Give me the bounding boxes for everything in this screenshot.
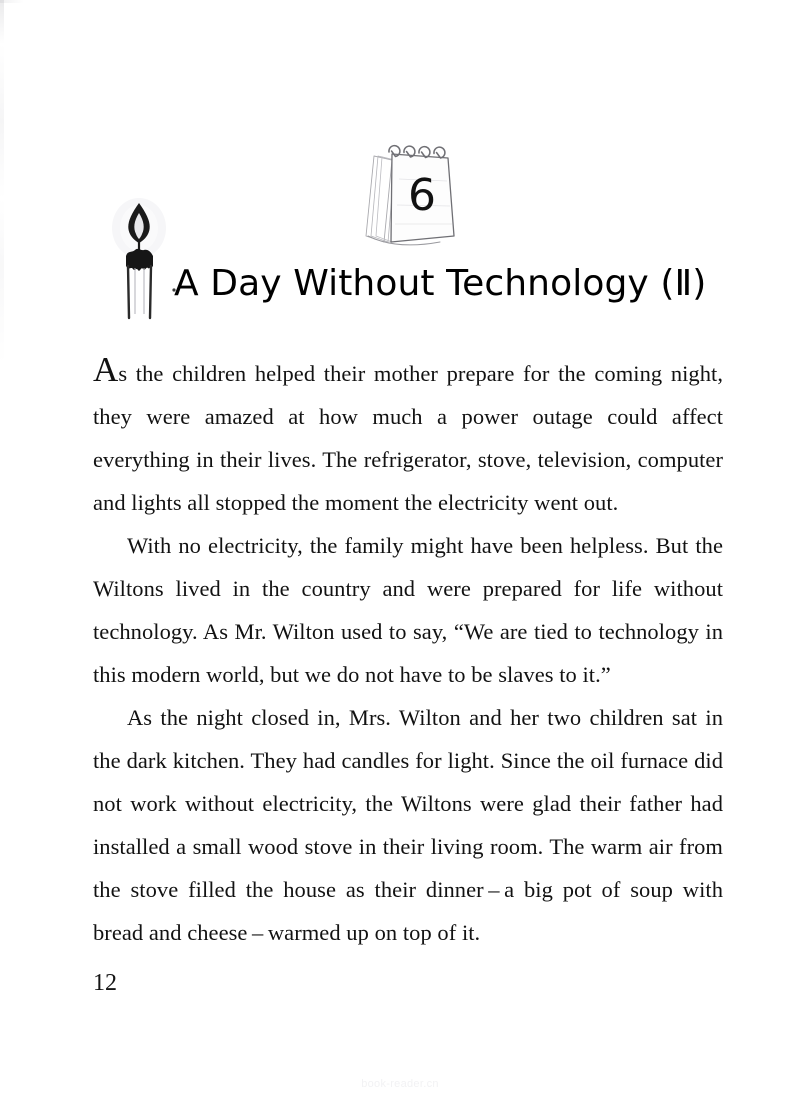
body-text bbox=[93, 352, 723, 954]
paragraph-1 bbox=[93, 352, 723, 524]
watermark: book-reader.cn bbox=[361, 1078, 439, 1090]
paragraph-body: s the children helped their mother prepare for the coming night, they were amazed at how much a power outage could affect everything in their lives. The refrigerator, stove, television, computer and lights all stopped the moment the electricity went out. bbox=[93, 361, 723, 515]
paragraph-initial: A bbox=[93, 350, 119, 389]
page-number: 12 bbox=[93, 970, 117, 996]
chapter-title: A Day Without Technology (Ⅱ) bbox=[174, 263, 707, 304]
desk-calendar-icon bbox=[344, 132, 476, 256]
paragraph-3: As the night closed in, Mrs. Wilton and her two children sat in the dark kitchen. They had candles for light. Since the oil furnace did not work without electricity, the Wiltons were glad their father had installed a small wood stove in their living room. The warm air from the stove filled the house as their dinner – a big pot of soup with bread and cheese – warmed up on top of it. bbox=[93, 705, 723, 945]
paragraph-2: With no electricity, the family might have been helpless. But the Wiltons lived in the country and were prepared for life without technology. As Mr. Wilton used to say, “We are tied to technology in this modern world, but we do not have to be slaves to it.” bbox=[93, 533, 723, 687]
chapter-number: 6 bbox=[408, 170, 436, 221]
